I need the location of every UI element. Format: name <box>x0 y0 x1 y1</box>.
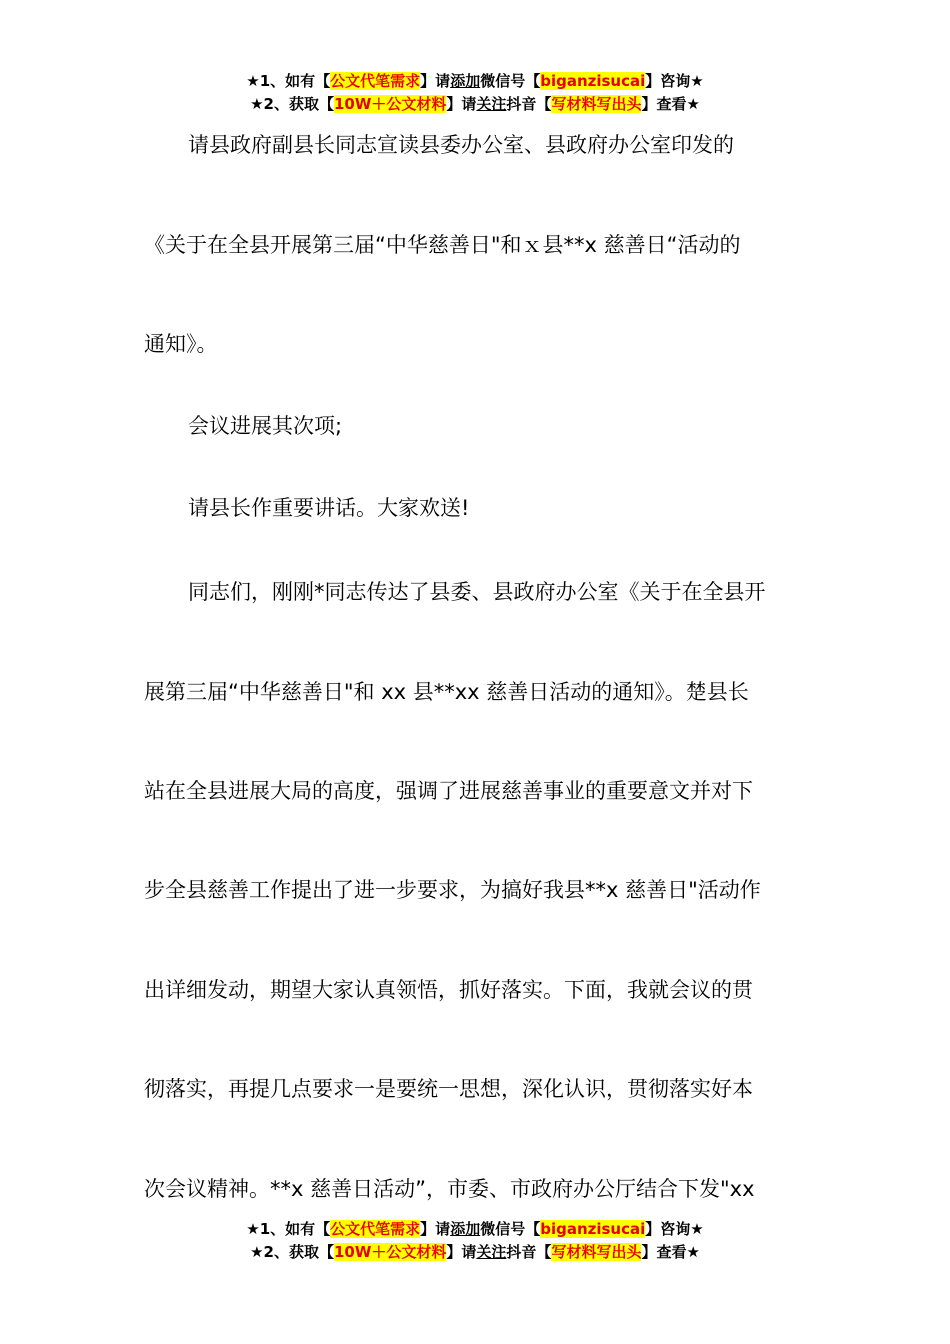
body-line: 步全县慈善工作提出了进一步要求，为搞好我县**x 慈善日"活动作 <box>144 878 761 902</box>
banner-text: 微信号【 <box>480 1220 541 1238</box>
footer-banner <box>0 1218 950 1264</box>
banner-text: ★1、如有【 <box>246 1220 331 1238</box>
banner-text: ★1、如有【 <box>246 72 331 90</box>
body-line: 通知》。 <box>144 332 218 356</box>
body-line: 彻落实，再提几点要求一是要统一思想，深化认识，贯彻落实好本 <box>144 1077 753 1101</box>
banner-text: ★2、获取【 <box>250 95 334 113</box>
header-banner <box>0 70 950 116</box>
highlight-douyin-account: 写材料写出头 <box>551 95 642 113</box>
highlight-wechat-id: biganzisucai <box>540 1220 646 1238</box>
banner-text: 】请 <box>446 1243 477 1261</box>
body-line: 会议进展其次项; <box>188 414 343 438</box>
highlight-service: 公文代笔需求 <box>330 1220 421 1238</box>
banner-line-1 <box>0 1218 950 1241</box>
banner-text: 】请 <box>420 1220 451 1238</box>
banner-text: 】请 <box>420 72 451 90</box>
highlight-service: 公文代笔需求 <box>330 72 421 90</box>
banner-text: 】咨询★ <box>645 1220 704 1238</box>
body-line: 站在全县进展大局的高度，强调了进展慈善事业的重要意文并对下 <box>144 779 753 803</box>
banner-text: 】查看★ <box>641 1243 700 1261</box>
body-line: 同志们，刚刚*同志传达了县委、县政府办公室《关于在全县开 <box>188 580 766 604</box>
banner-text: 抖音【 <box>506 1243 552 1261</box>
underlined-text: 添加 <box>450 1220 481 1238</box>
banner-text: 微信号【 <box>480 72 541 90</box>
underlined-text: 关注 <box>476 95 507 113</box>
body-line: 请县长作重要讲话。大家欢送! <box>188 496 470 520</box>
banner-line-2 <box>0 93 950 116</box>
body-line: 《关于在全县开展第三届“中华慈善日"和ｘ县**x 慈善日“活动的 <box>144 233 741 257</box>
banner-text: ★2、获取【 <box>250 1243 334 1261</box>
body-line: 出详细发动，期望大家认真领悟，抓好落实。下面，我就会议的贯 <box>144 978 753 1002</box>
banner-line-1 <box>0 70 950 93</box>
body-line: 次会议精神。**x 慈善日活动”，市委、市政府办公厅结合下发"xx <box>144 1177 755 1201</box>
body-line: 展第三届“中华慈善日"和 xx 县**xx 慈善日活动的通知》。楚县长 <box>144 680 749 704</box>
highlight-materials: 10W＋公文材料 <box>333 95 447 113</box>
underlined-text: 添加 <box>450 72 481 90</box>
banner-text: 】请 <box>446 95 477 113</box>
body-line: 请县政府副县长同志宣读县委办公室、县政府办公室印发的 <box>188 133 734 157</box>
highlight-materials: 10W＋公文材料 <box>333 1243 447 1261</box>
banner-text: 】咨询★ <box>645 72 704 90</box>
underlined-text: 关注 <box>476 1243 507 1261</box>
highlight-wechat-id: biganzisucai <box>540 72 646 90</box>
banner-line-2 <box>0 1241 950 1264</box>
banner-text: 】查看★ <box>641 95 700 113</box>
highlight-douyin-account: 写材料写出头 <box>551 1243 642 1261</box>
banner-text: 抖音【 <box>506 95 552 113</box>
